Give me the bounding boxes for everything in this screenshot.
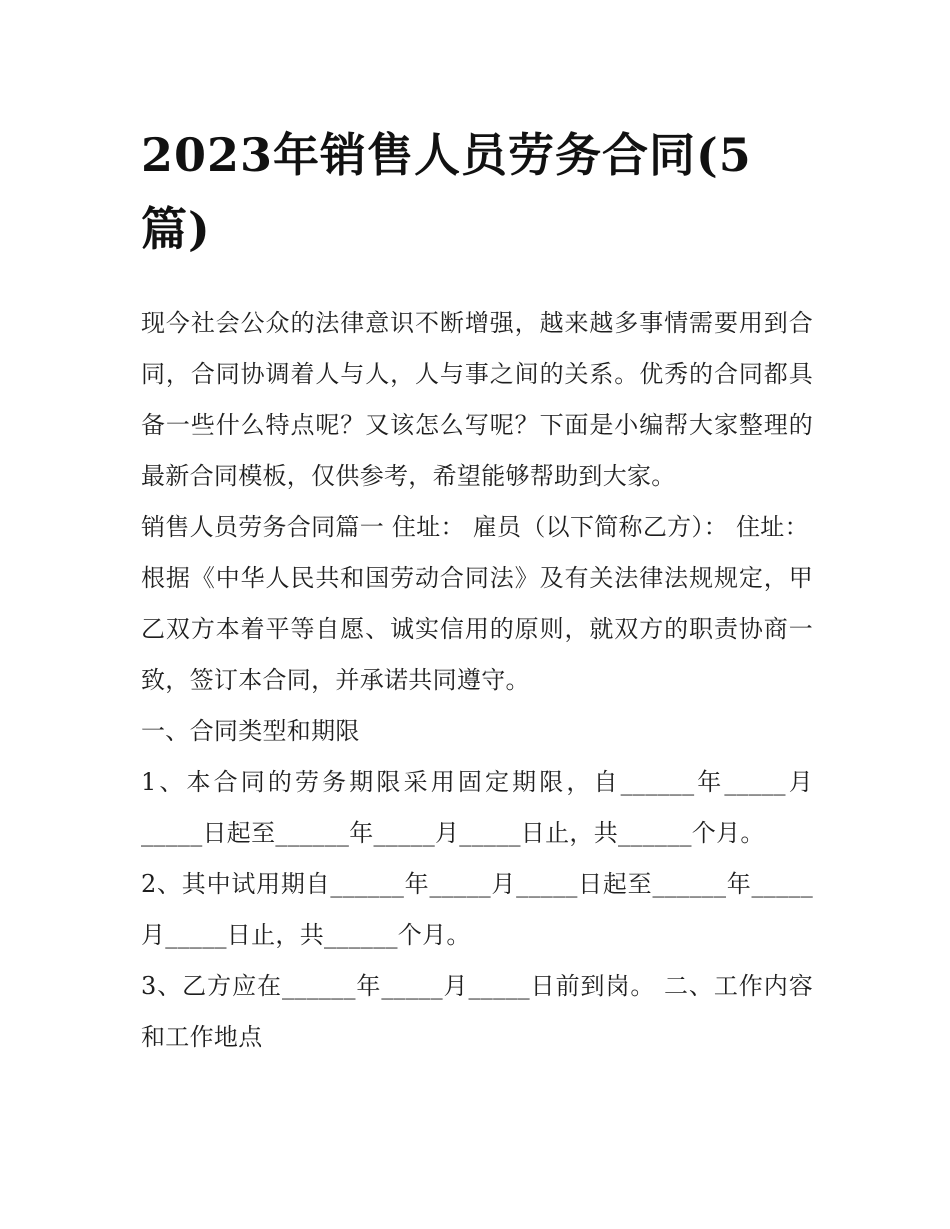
legal-basis-paragraph: 根据《中华人民共和国劳动合同法》及有关法律法规规定，甲乙双方本着平等自愿、诚实信用的原则，就双方的职责协商一致，签订本合同，并承诺共同遵守。 <box>141 564 813 694</box>
clause-1-term: 1、本合同的劳务期限采用固定期限，自______年_____月_____日起至______年_____月_____日止，共______个月。 <box>141 768 813 847</box>
document-body <box>141 298 813 1063</box>
intro-paragraph: 现今社会公众的法律意识不断增强，越来越多事情需要用到合同，合同协调着人与人，人与事之间的关系。优秀的合同都具备一些什么特点呢？又该怎么写呢？下面是小编帮大家整理的最新合同模板，仅供参考，希望能够帮助到大家。 <box>141 309 813 490</box>
document-title: 2023年销售人员劳务合同(5篇) <box>141 128 752 256</box>
document-page <box>141 118 813 1063</box>
clause-2-probation: 2、其中试用期自______年_____月_____日起至______年_____月_____日止，共______个月。 <box>141 870 813 949</box>
contract-parties-paragraph: 销售人员劳务合同篇一 住址： 雇员（以下简称乙方）： 住址： <box>141 513 809 541</box>
clause-3-start-date: 3、乙方应在______年_____月_____日前到岗。 二、工作内容和工作地点 <box>141 972 813 1051</box>
section-heading-contract-type: 一、合同类型和期限 <box>141 717 360 745</box>
